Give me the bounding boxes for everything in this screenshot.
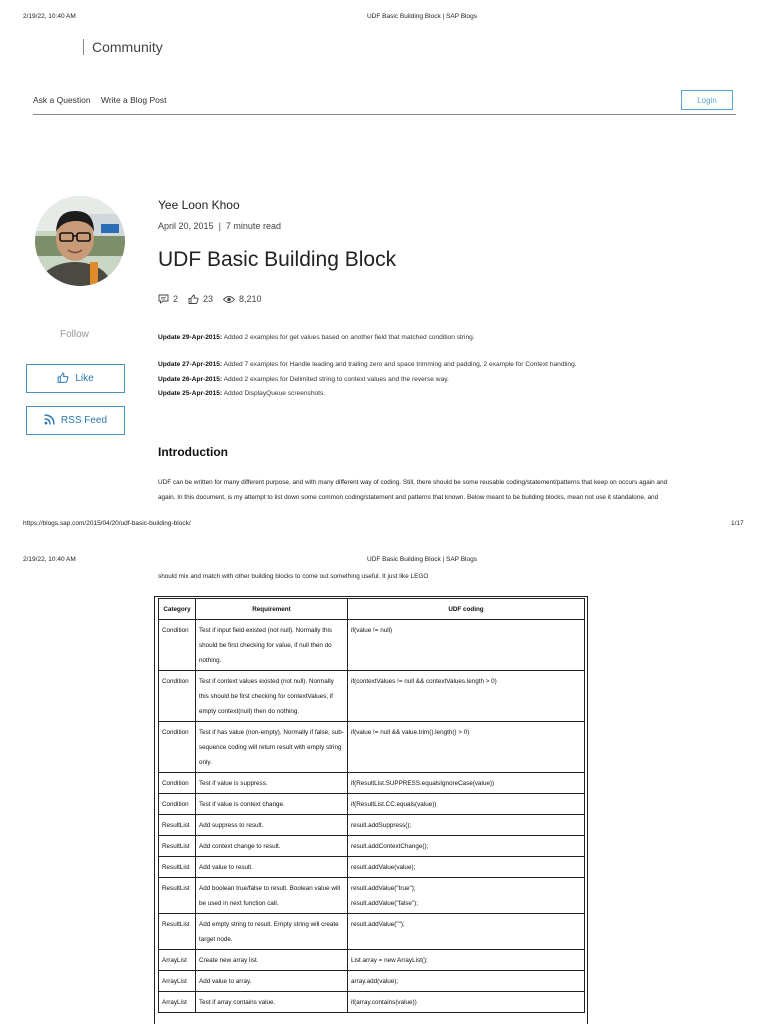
cell-category: Condition (159, 722, 196, 773)
update-text: Added 7 examples for Handle leading and trailing zero and space trimming and padding, 2 example for Context handling. (222, 361, 577, 368)
column-header-requirement: Requirement (196, 599, 348, 620)
cell-category: ResultList (159, 815, 196, 836)
post-meta (158, 221, 281, 231)
cell-category: ResultList (159, 836, 196, 857)
update-line (158, 376, 449, 383)
cell-requirement: Test if has value (non-empty). Normally if false, sub-sequence coding will return result with empty string only. (196, 722, 348, 773)
print-footer-page: 1/17 (731, 520, 744, 527)
table-row (159, 914, 585, 950)
post-title: UDF Basic Building Block (158, 248, 397, 271)
rss-button-label: RSS Feed (60, 415, 108, 426)
cell-udf-coding: if(array.contains(value)) (348, 992, 585, 1013)
table-row (159, 836, 585, 857)
cell-category: ArrayList (159, 950, 196, 971)
cell-requirement: Add boolean true/false to result. Boolean value will be used in next function call. (196, 878, 348, 914)
meta-separator: | (218, 221, 221, 231)
cell-udf-coding: result.addValue("true"); result.addValue("false"); (348, 878, 585, 914)
thumbs-up-icon (57, 372, 69, 386)
update-label: Update 25-Apr-2015: (158, 390, 223, 397)
cell-requirement: Add value to result. (196, 857, 348, 878)
rss-feed-button[interactable] (26, 406, 125, 435)
cell-requirement: Add value to array. (196, 971, 348, 992)
print-datetime: 2/19/22, 10:40 AM (23, 13, 76, 20)
table-row (159, 878, 585, 914)
login-button[interactable]: Login (681, 90, 733, 110)
print-datetime: 2/19/22, 10:40 AM (23, 556, 76, 563)
cell-requirement: Add context change to result. (196, 836, 348, 857)
nav-write-blog-post[interactable]: Write a Blog Post (101, 95, 167, 105)
cell-category: Condition (159, 620, 196, 671)
comment-count: 2 (173, 294, 179, 304)
eye-icon (223, 295, 235, 304)
cell-category: ResultList (159, 878, 196, 914)
cell-udf-coding: if(ResultList.CC.equals(value)) (348, 794, 585, 815)
author-name[interactable]: Yee Loon Khoo (158, 198, 240, 212)
cell-udf-coding: if(value != null && value.trim().length() > 0) (348, 722, 585, 773)
cell-requirement: Add empty string to result. Empty string will create target node. (196, 914, 348, 950)
column-header-category: Category (159, 599, 196, 620)
post-date: April 20, 2015 (158, 221, 214, 231)
udf-building-block-table (158, 598, 585, 1013)
table-row (159, 722, 585, 773)
cell-requirement: Test if context values existed (not null). Normally this should be first checking for contextValues, if empty context(null) then do nothing. (196, 671, 348, 722)
follow-button[interactable]: Follow (60, 329, 89, 340)
cell-category: ResultList (159, 857, 196, 878)
cell-udf-coding: result.addSuppress(); (348, 815, 585, 836)
print-footer-url: https://blogs.sap.com/2015/04/20/udf-basic-building-block/ (23, 520, 191, 527)
community-link[interactable]: Community (83, 39, 163, 55)
table-row (159, 671, 585, 722)
table-row (159, 950, 585, 971)
table-row (159, 815, 585, 836)
cell-requirement: Create new array list. (196, 950, 348, 971)
like-count: 23 (203, 294, 214, 304)
table-row (159, 971, 585, 992)
cell-category: Condition (159, 794, 196, 815)
table-row (159, 794, 585, 815)
cell-category: ArrayList (159, 971, 196, 992)
cell-requirement: Test if array contains value. (196, 992, 348, 1013)
cell-category: Condition (159, 773, 196, 794)
cell-category: ArrayList (159, 992, 196, 1013)
cell-requirement: Test if value is suppress. (196, 773, 348, 794)
intro-paragraph-line: again. In this document, is my attempt to list down some common coding/statement and patterns that known. Below meant to be building blocks, mean not use it standalone, and (158, 494, 659, 501)
cell-udf-coding: result.addValue(""); (348, 914, 585, 950)
cell-requirement: Test if input field existed (not null). Normally this should be first checking for value, if null then do nothing. (196, 620, 348, 671)
nav-ask-question[interactable]: Ask a Question (33, 95, 91, 105)
cell-udf-coding: if(ResultList.SUPPRESS.equalsIgnoreCase(value)) (348, 773, 585, 794)
print-doc-title: UDF Basic Building Block | SAP Blogs (367, 556, 477, 563)
table-header-row (159, 599, 585, 620)
cell-udf-coding: if(contextValues != null && contextValues.length > 0) (348, 671, 585, 722)
header-divider (33, 114, 736, 115)
cell-requirement: Test if value is context change. (196, 794, 348, 815)
update-line (158, 361, 577, 368)
update-label: Update 26-Apr-2015: (158, 376, 223, 383)
avatar-image (35, 196, 125, 286)
view-count: 8,210 (239, 294, 262, 304)
column-header-udf-coding: UDF coding (348, 599, 585, 620)
cell-udf-coding: List array = new ArrayList(); (348, 950, 585, 971)
like-button-label: Like (75, 373, 94, 384)
read-time: 7 minute read (225, 221, 281, 231)
cell-udf-coding: if(value != null) (348, 620, 585, 671)
update-text: Added 2 examples for get values based on another field that matched condition string. (222, 334, 475, 341)
thumbs-up-icon[interactable] (188, 294, 199, 304)
post-stats (158, 294, 262, 304)
update-line (158, 334, 475, 341)
cell-category: ResultList (159, 914, 196, 950)
print-doc-title: UDF Basic Building Block | SAP Blogs (367, 13, 477, 20)
cell-udf-coding: result.addContextChange(); (348, 836, 585, 857)
rss-icon (44, 414, 55, 428)
cell-udf-coding: result.addValue(value); (348, 857, 585, 878)
update-line (158, 390, 325, 397)
author-avatar[interactable] (35, 196, 125, 286)
like-button[interactable] (26, 364, 125, 393)
cell-category: Condition (159, 671, 196, 722)
cell-udf-coding: array.add(value); (348, 971, 585, 992)
cell-requirement: Add suppress to result. (196, 815, 348, 836)
intro-paragraph-line: should mix and match with other building blocks to come out something useful. It just like LEGO (158, 573, 429, 580)
section-heading-introduction: Introduction (158, 445, 228, 459)
intro-paragraph-line: UDF can be written for many different purpose, and with many different way of coding. Still, there should be some reusable coding/statement/patterns that keep on occurs again and (158, 479, 668, 486)
update-label: Update 29-Apr-2015: (158, 334, 223, 341)
comment-icon[interactable] (158, 294, 169, 304)
update-text: Added 2 examples for Delimited string to context values and the reverse way. (222, 376, 449, 383)
update-text: Added DisplayQueue screenshots. (222, 390, 326, 397)
update-label: Update 27-Apr-2015: (158, 361, 223, 368)
table-row (159, 620, 585, 671)
table-row (159, 857, 585, 878)
table-row (159, 773, 585, 794)
table-row (159, 992, 585, 1013)
